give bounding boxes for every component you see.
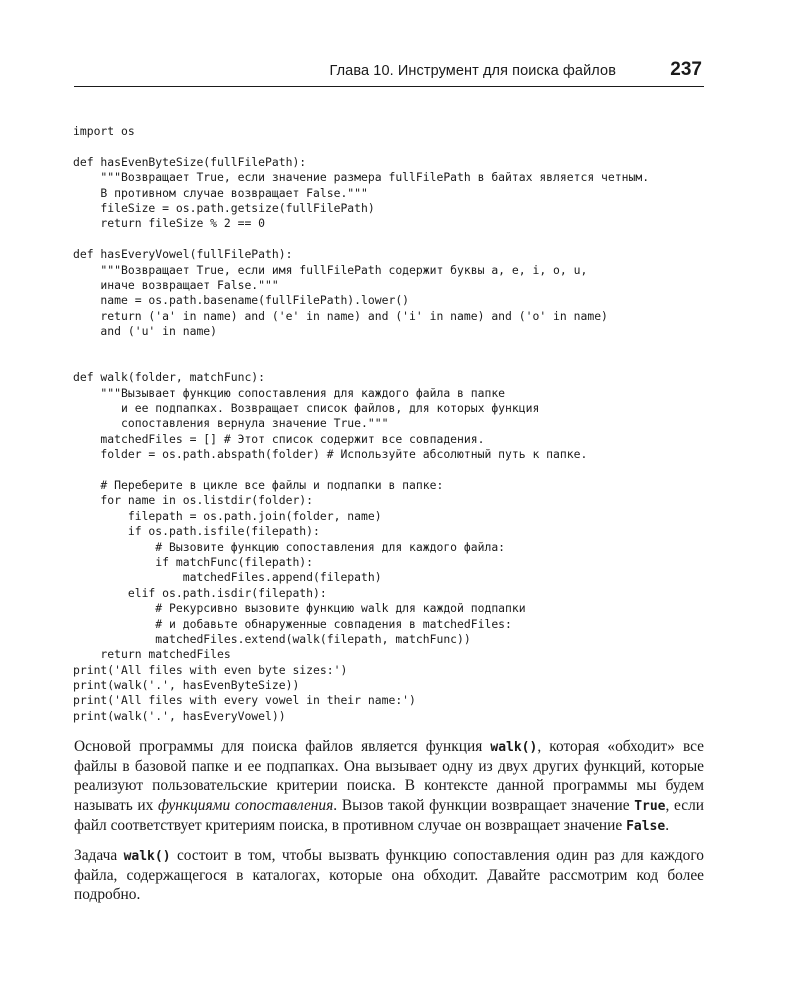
code-line: return matchedFiles <box>73 647 231 662</box>
code-line: for name in os.listdir(folder): <box>73 493 314 508</box>
inline-code: False <box>626 818 666 834</box>
text-run: , если файл соответствует критериям поиска, в противном случае он возвращает значение <box>74 796 704 834</box>
text-run: , которая «обходит» все файлы в базовой папке и ее подпапках. Она вызывает одну из двух других функций, которые реализуют пользовательские критерии поиска. В контексте данной программы мы будем называть их <box>74 738 704 814</box>
code-line: В противном случае возвращает False.""" <box>73 185 368 200</box>
code-line: # Рекурсивно вызовите функцию walk для каждой подпапки <box>73 601 526 616</box>
code-line: # Переберите в цикле все файлы и подпапки в папке: <box>73 477 444 492</box>
code-line: def walk(folder, matchFunc): <box>73 370 266 385</box>
code-line <box>73 463 649 478</box>
running-header <box>74 60 704 87</box>
code-line: import os <box>73 124 135 138</box>
code-line: filepath = os.path.join(folder, name) <box>73 508 382 523</box>
code-line: matchedFiles.extend(walk(filepath, matchFunc)) <box>73 631 471 646</box>
chapter-title: Глава 10. Инструмент для поиска файлов <box>329 63 616 79</box>
code-line: """Вызывает функцию сопоставления для каждого файла в папке <box>73 385 506 400</box>
code-line: matchedFiles.append(filepath) <box>73 570 382 585</box>
code-line <box>73 355 649 370</box>
code-line: return fileSize % 2 == 0 <box>73 216 266 231</box>
code-line: print('All files with every vowel in their name:') <box>73 693 416 708</box>
paragraph-walk-task <box>74 846 704 905</box>
inline-code: True <box>634 798 666 814</box>
code-line: """Возвращает True, если имя fullFilePath содержит буквы a, e, i, o, u, <box>73 262 588 277</box>
code-line <box>73 139 649 154</box>
code-line: fileSize = os.path.getsize(fullFilePath) <box>73 200 375 215</box>
code-line: def hasEvenByteSize(fullFilePath): <box>73 154 307 169</box>
text-run: Задача <box>74 847 124 865</box>
code-line: print('All files with even byte sizes:') <box>73 662 348 677</box>
text-run: Основой программы для поиска файлов является функция <box>74 738 491 755</box>
inline-code: walk() <box>123 849 171 865</box>
body-text <box>74 737 704 915</box>
code-line: и ее подпапках. Возвращает список файлов, для которых функция <box>73 401 540 416</box>
code-line: print(walk('.', hasEveryVowel)) <box>73 708 286 723</box>
paragraph-intro <box>74 737 704 836</box>
code-line: """Возвращает True, если значение размера fullFilePath в байтах является четным. <box>73 170 650 185</box>
emphasis: функциями сопоставления <box>158 796 334 814</box>
code-line: matchedFiles = [] # Этот список содержит все совпадения. <box>73 431 485 446</box>
inline-code: walk() <box>490 740 538 755</box>
code-line <box>73 232 649 247</box>
code-line: if matchFunc(filepath): <box>73 554 314 569</box>
code-line: name = os.path.basename(fullFilePath).lower() <box>73 293 410 308</box>
code-line: and ('u' in name) <box>73 324 218 339</box>
code-line: иначе возвращает False.""" <box>73 277 279 292</box>
text-run: состоит в том, чтобы вызвать функцию сопоставления один раз для каждого файла, содержащегося в каталогах, которые она обходит. Давайте рассмотрим код более подробно. <box>74 847 704 904</box>
code-line: сопоставления вернула значение True.""" <box>73 416 389 431</box>
code-line <box>73 339 649 354</box>
code-line: return ('a' in name) and ('e' in name) and ('i' in name) and ('o' in name) <box>73 308 608 323</box>
code-line: # и добавьте обнаруженные совпадения в matchedFiles: <box>73 616 512 631</box>
code-line: elif os.path.isdir(filepath): <box>73 585 327 600</box>
text-run: . <box>665 816 670 834</box>
code-line: if os.path.isfile(filepath): <box>73 524 320 539</box>
code-line: print(walk('.', hasEvenByteSize)) <box>73 678 300 693</box>
code-listing <box>73 124 649 724</box>
code-line: folder = os.path.abspath(folder) # Используйте абсолютный путь к папке. <box>73 447 588 462</box>
page-number: 237 <box>670 59 702 80</box>
text-run: . Вызов такой функции возвращает значение <box>333 796 635 814</box>
code-line: # Вызовите функцию сопоставления для каждого файла: <box>73 539 506 554</box>
code-line: def hasEveryVowel(fullFilePath): <box>73 247 293 262</box>
